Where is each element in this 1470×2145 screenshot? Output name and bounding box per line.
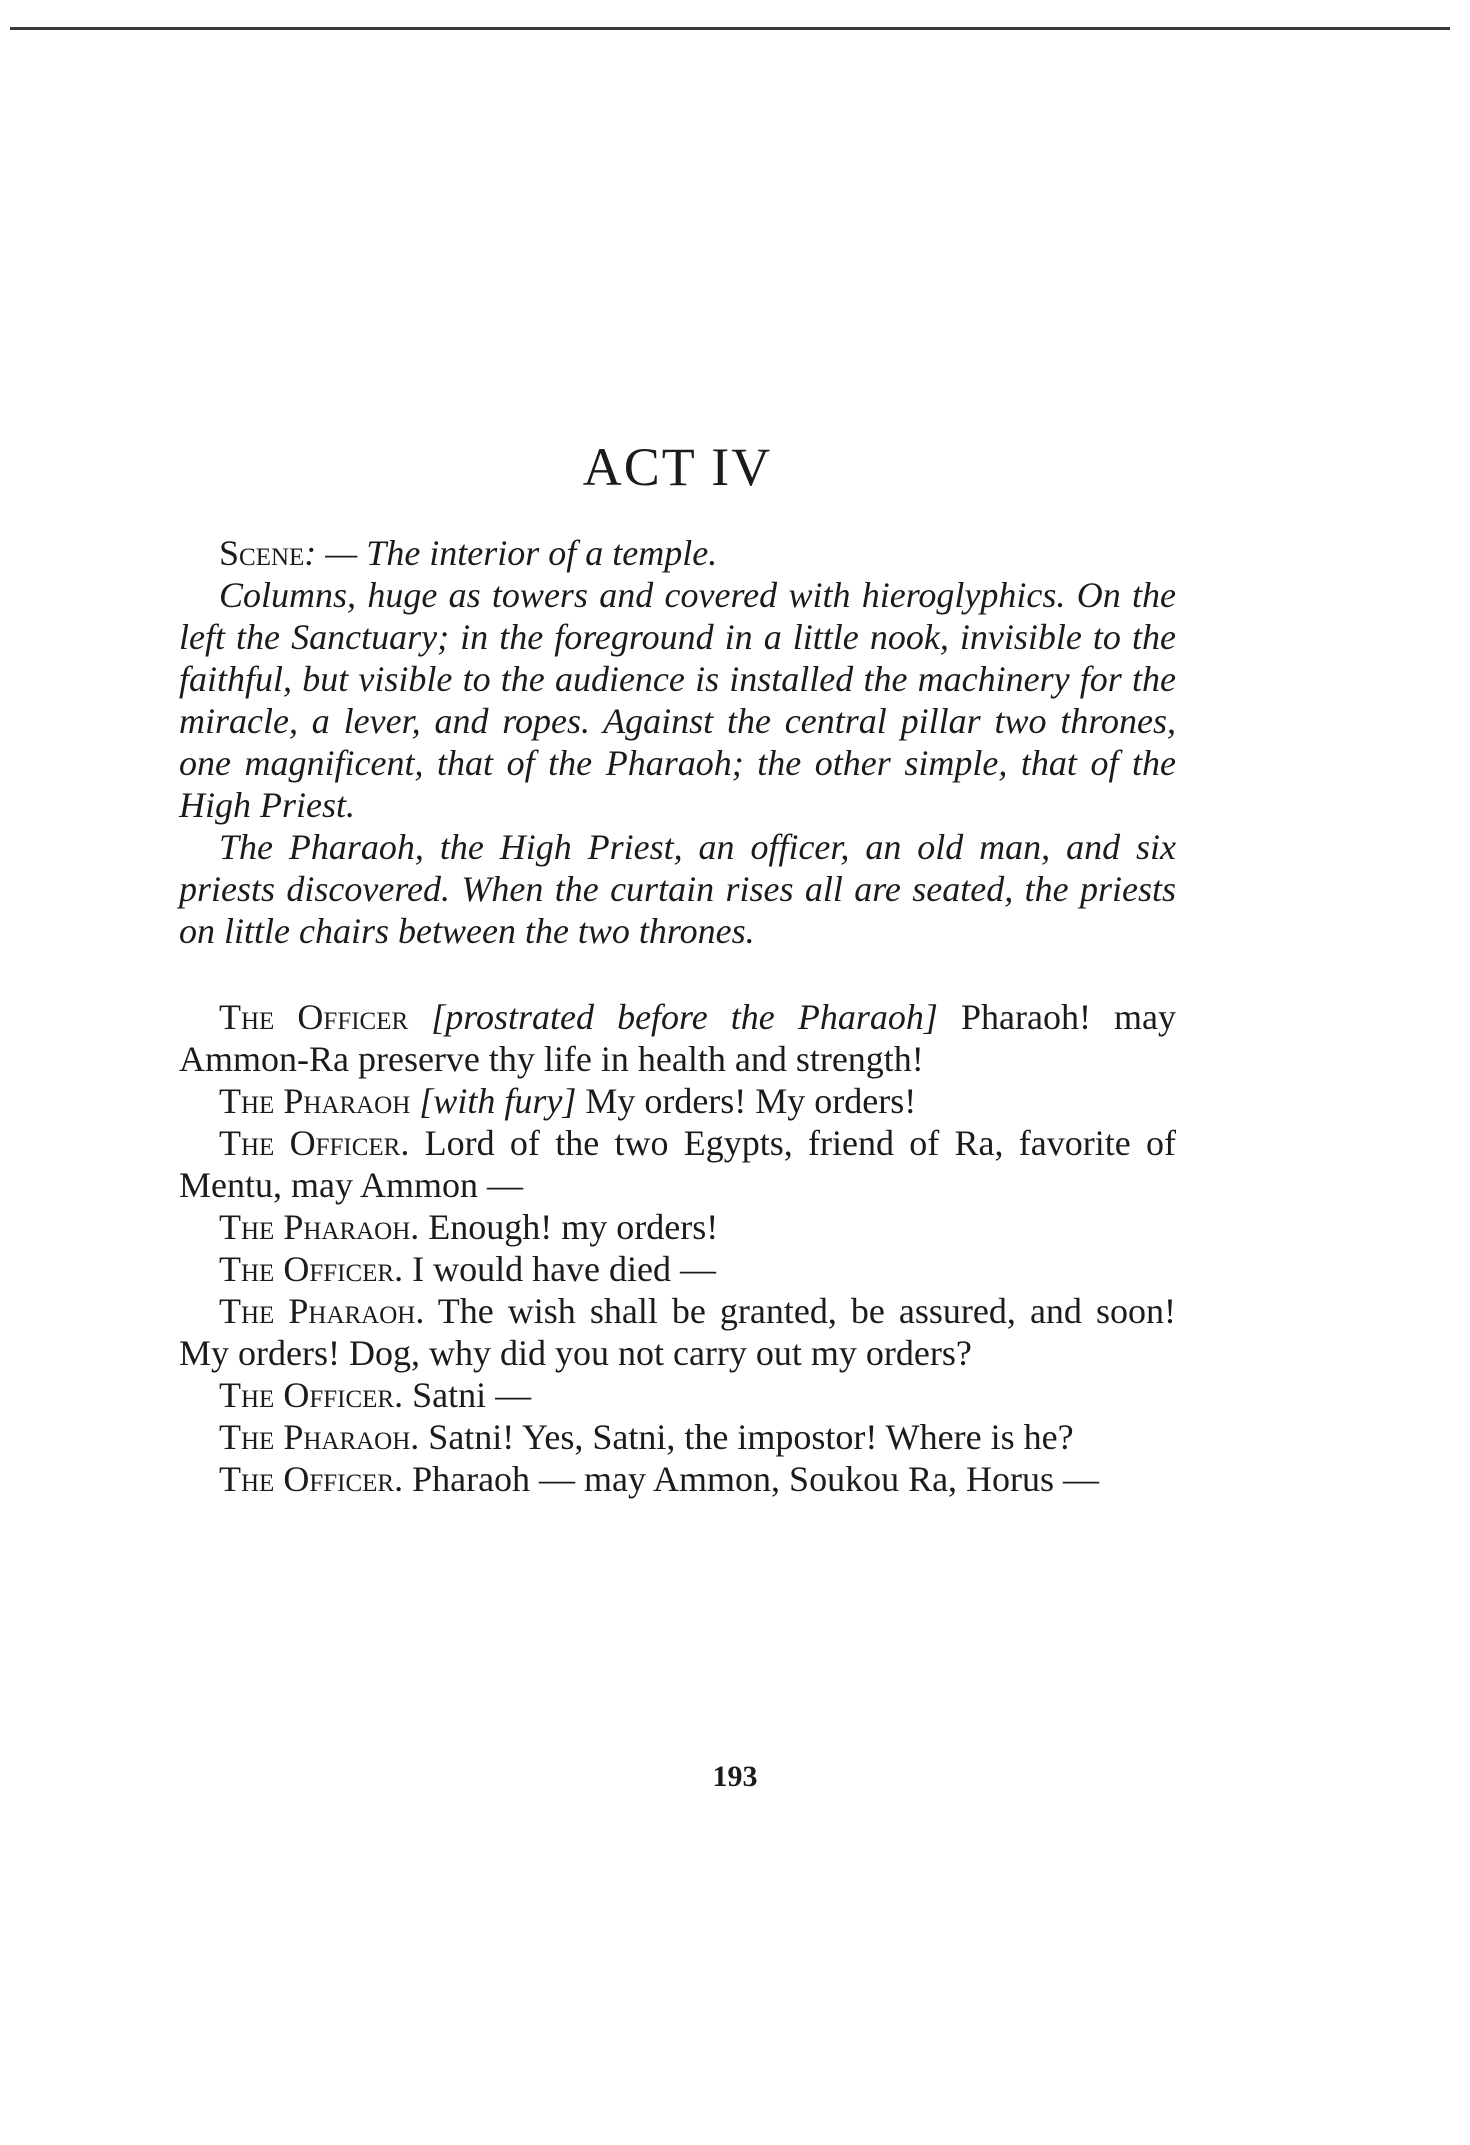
speaker-name: The Officer: [219, 1459, 395, 1499]
speaker-name: The Officer: [219, 1375, 395, 1415]
speech-text: Satni! Yes, Satni, the impostor! Where is he?: [428, 1417, 1074, 1457]
scene-line: [179, 532, 1176, 574]
stage-direction: The Pharaoh, the High Priest, an officer, an old man, and six priests discovered. When the curtain rises all are seated, the priests on little chairs between the two thrones.: [179, 827, 1176, 951]
speech-text: I would have died —: [412, 1249, 717, 1289]
speaker-name: The Pharaoh: [219, 1291, 416, 1331]
speech-text: Satni —: [412, 1375, 532, 1415]
speech-line: The Officer. Satni —: [219, 1375, 532, 1415]
speech-line: The Pharaoh. Enough! my orders!: [219, 1207, 719, 1247]
scene-label: Scene: [219, 533, 305, 573]
scene-separator: : —: [304, 533, 367, 573]
speech-direction: [with fury]: [419, 1081, 577, 1121]
page-body: [179, 437, 1177, 1500]
speaker-name: The Pharaoh: [219, 1207, 411, 1247]
dialogue: [179, 996, 1176, 1500]
speech-line: The Officer. Lord of the two Egypts, friend of Ra, favorite of Mentu, may Ammon —: [179, 1123, 1177, 1205]
act-title: ACT IV: [582, 437, 773, 497]
speech-text: Lord of the two Egypts, friend of Ra, favorite of Mentu, may Ammon —: [179, 1123, 1177, 1205]
page-number: 193: [712, 1760, 758, 1793]
stage-direction: Columns, huge as towers and covered with hieroglyphics. On the left the Sanctuary; in the foreground in a little nook, invisible to the faithful, but visible to the audience is installed the machinery for the miracle, a lever, and ropes. Against the central pillar two thrones, one magnificent, that of the Pharaoh; the other simple, that of the High Priest.: [179, 575, 1176, 825]
speech-line: [179, 1080, 1176, 1122]
speaker-name: The Officer: [219, 997, 409, 1037]
speaker-name: The Officer: [219, 1249, 395, 1289]
speech-text: Pharaoh! may Ammon-Ra preserve thy life in health and strength!: [179, 997, 1177, 1079]
speech-line: The Pharaoh. The wish shall be granted, be assured, and soon! My orders! Dog, why did you not carry out my orders?: [179, 1291, 1176, 1373]
speech-direction: [prostrated before the Pharaoh]: [431, 997, 938, 1037]
speech-text: Pharaoh — may Ammon, Soukou Ra, Horus —: [412, 1459, 1100, 1499]
speech-text: The wish shall be granted, be assured, and soon! My orders! Dog, why did you not carry out my orders?: [179, 1291, 1176, 1373]
scene-text: The interior of a temple.: [366, 533, 718, 573]
speaker-name: The Pharaoh: [219, 1081, 411, 1121]
speaker-name: The Pharaoh: [219, 1417, 411, 1457]
speech-line: [179, 996, 1176, 1080]
speech-line: The Officer. I would have died —: [219, 1249, 717, 1289]
speech-line: The Pharaoh. Satni! Yes, Satni, the impostor! Where is he?: [219, 1417, 1074, 1457]
speaker-name: The Officer: [219, 1123, 401, 1163]
speech-text: Enough! my orders!: [428, 1207, 719, 1247]
speech-text: My orders! My orders!: [576, 1081, 917, 1121]
top-rule: [10, 27, 1450, 30]
speech-line: The Officer. Pharaoh — may Ammon, Soukou Ra, Horus —: [219, 1459, 1100, 1499]
